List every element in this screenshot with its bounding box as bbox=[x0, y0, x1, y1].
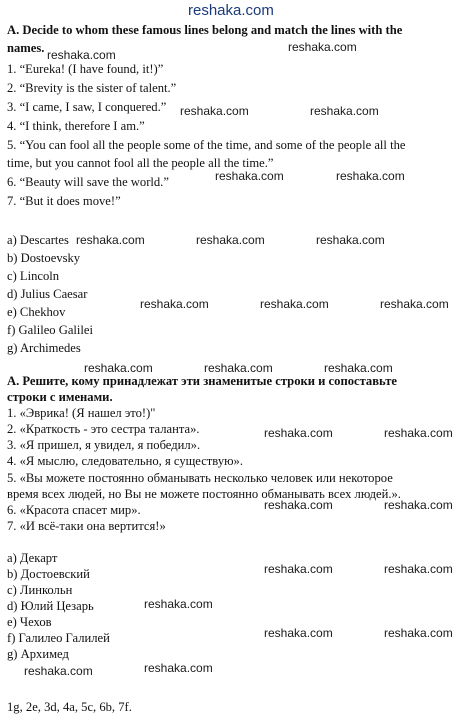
watermark: reshaka.com bbox=[215, 169, 284, 183]
watermark: reshaka.com bbox=[264, 498, 333, 512]
name-option-en: d) Julius Caesar bbox=[7, 287, 88, 301]
name-option-ru: e) Чехов bbox=[7, 615, 52, 629]
name-option-en: g) Archimedes bbox=[7, 341, 81, 355]
quote-line-en: 3. “I came, I saw, I conquered.” bbox=[7, 100, 167, 114]
watermark: reshaka.com bbox=[336, 169, 405, 183]
quote-line-ru: 1. «Эврика! (Я нашел это!)" bbox=[7, 406, 156, 420]
watermark: reshaka.com bbox=[24, 664, 93, 678]
quote-line-en: 6. “Beauty will save the world.” bbox=[7, 175, 169, 189]
quote-line-ru: 7. «И всё-таки она вертится!» bbox=[7, 519, 166, 533]
quote-line-en: 4. “I think, therefore I am.” bbox=[7, 119, 145, 133]
watermark-top: reshaka.com bbox=[188, 2, 274, 19]
name-option-ru: g) Архимед bbox=[7, 647, 69, 661]
watermark: reshaka.com bbox=[76, 233, 145, 247]
watermark: reshaka.com bbox=[204, 361, 273, 375]
name-option-ru: d) Юлий Цезарь bbox=[7, 599, 94, 613]
watermark: reshaka.com bbox=[196, 233, 265, 247]
watermark: reshaka.com bbox=[84, 361, 153, 375]
quote-line-en: 2. “Brevity is the sister of talent.” bbox=[7, 81, 177, 95]
watermark: reshaka.com bbox=[380, 297, 449, 311]
watermark: reshaka.com bbox=[180, 104, 249, 118]
answer-key: 1g, 2e, 3d, 4a, 5c, 6b, 7f. bbox=[7, 700, 132, 714]
quote-line-ru: 5. «Вы можете постоянно обманывать несколько человек или некоторое bbox=[7, 471, 393, 485]
watermark: reshaka.com bbox=[384, 426, 453, 440]
quote-line-ru: 4. «Я мыслю, следовательно, я существую». bbox=[7, 454, 243, 468]
name-option-en: a) Descartes bbox=[7, 233, 69, 247]
name-option-ru: f) Галилео Галилей bbox=[7, 631, 110, 645]
watermark: reshaka.com bbox=[384, 626, 453, 640]
task-title-ru-cont: строки с именами. bbox=[7, 390, 113, 404]
quote-line-ru: время всех людей, но Вы не можете постоянно обманывать всех людей.». bbox=[7, 487, 401, 501]
name-option-ru: b) Достоевский bbox=[7, 567, 90, 581]
watermark: reshaka.com bbox=[288, 40, 357, 54]
watermark: reshaka.com bbox=[324, 361, 393, 375]
watermark: reshaka.com bbox=[260, 297, 329, 311]
quote-line-en: 7. “But it does move!” bbox=[7, 194, 121, 208]
name-option-ru: c) Линкольн bbox=[7, 583, 73, 597]
watermark: reshaka.com bbox=[264, 426, 333, 440]
watermark: reshaka.com bbox=[316, 233, 385, 247]
watermark: reshaka.com bbox=[384, 562, 453, 576]
quote-line-ru: 3. «Я пришел, я увидел, я победил». bbox=[7, 438, 201, 452]
name-option-en: e) Chekhov bbox=[7, 305, 66, 319]
watermark: reshaka.com bbox=[264, 626, 333, 640]
name-option-ru: а) Декарт bbox=[7, 551, 58, 565]
watermark: reshaka.com bbox=[144, 597, 213, 611]
watermark: reshaka.com bbox=[264, 562, 333, 576]
watermark: reshaka.com bbox=[310, 104, 379, 118]
quote-line-en: 5. “You can fool all the people some of the time, and some of the people all the bbox=[7, 138, 406, 152]
quote-line-en: time, but you cannot fool all the people all the time.” bbox=[7, 156, 274, 170]
quote-line-ru: 6. «Красота спасет мир». bbox=[7, 503, 141, 517]
name-option-en: b) Dostoevsky bbox=[7, 251, 81, 265]
name-option-en: c) Lincoln bbox=[7, 269, 60, 283]
name-option-en: f) Galileo Galilei bbox=[7, 323, 94, 337]
task-title-ru: А. Решите, кому принадлежат эти знаменитые строки и сопоставьте bbox=[7, 374, 397, 388]
watermark: reshaka.com bbox=[47, 48, 116, 62]
quote-line-en: 1. “Eureka! (I have found, it!)” bbox=[7, 62, 164, 76]
watermark: reshaka.com bbox=[384, 498, 453, 512]
task-title-en: A. Decide to whom these famous lines belong and match the lines with the bbox=[7, 23, 403, 37]
quote-line-ru: 2. «Краткость - это сестра таланта». bbox=[7, 422, 200, 436]
task-title-en-cont: names. bbox=[7, 41, 45, 55]
watermark: reshaka.com bbox=[140, 297, 209, 311]
watermark: reshaka.com bbox=[144, 661, 213, 675]
